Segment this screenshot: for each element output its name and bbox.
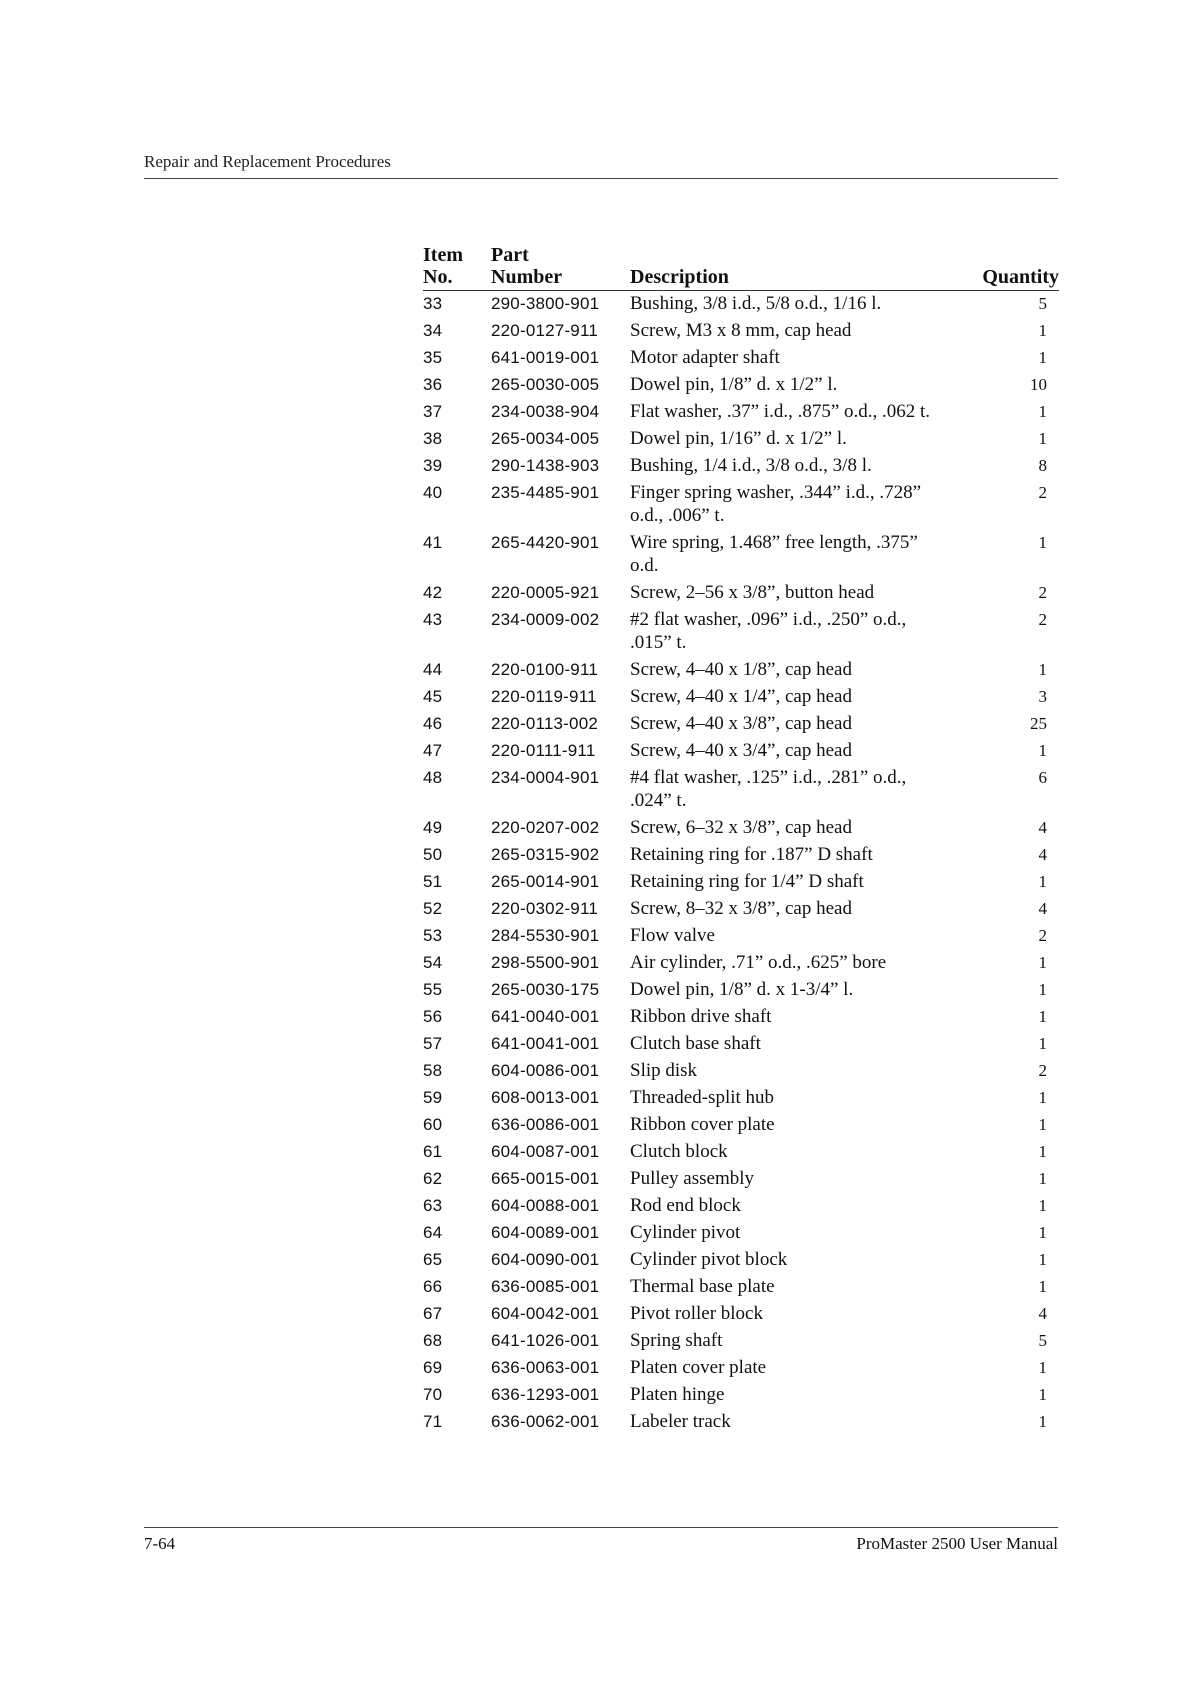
- table-row: [423, 950, 1059, 977]
- quantity-cell: 1: [1038, 1088, 1047, 1107]
- description-cell: Slip disk: [630, 1060, 698, 1081]
- part-number-cell: 641-1026-001: [491, 1331, 600, 1350]
- part-number-cell: 265-0030-175: [491, 980, 600, 999]
- table-row: [423, 1085, 1059, 1112]
- description-cell: Motor adapter shaft: [630, 347, 780, 368]
- description-cell: Clutch block: [630, 1141, 728, 1162]
- item-number-cell: 68: [423, 1331, 443, 1350]
- part-number-cell: 636-1293-001: [491, 1385, 600, 1404]
- description-cell: Clutch base shaft: [630, 1033, 761, 1054]
- part-number-cell: 604-0086-001: [491, 1061, 600, 1080]
- quantity-cell: 4: [1038, 1304, 1047, 1323]
- col-header-item: Item No.: [423, 244, 491, 291]
- parts-table: [423, 244, 1059, 1436]
- part-number-cell: 665-0015-001: [491, 1169, 600, 1188]
- description-cell: Bushing, 1/4 i.d., 3/8 o.d., 3/8 l.: [630, 455, 872, 476]
- part-number-cell: 636-0063-001: [491, 1358, 600, 1377]
- header-divider: [144, 178, 1058, 179]
- quantity-cell: 4: [1038, 845, 1047, 864]
- table-row: [423, 372, 1059, 399]
- quantity-cell: 1: [1038, 1385, 1047, 1404]
- table-row: [423, 815, 1059, 842]
- item-number-cell: 69: [423, 1358, 443, 1377]
- table-row: [423, 869, 1059, 896]
- item-number-cell: 57: [423, 1034, 443, 1053]
- item-number-cell: 62: [423, 1169, 443, 1188]
- part-number-cell: 220-0127-911: [491, 321, 599, 340]
- item-number-cell: 33: [423, 294, 443, 313]
- table-row: [423, 607, 1059, 657]
- description-cell: Screw, 4–40 x 1/8”, cap head: [630, 659, 852, 680]
- table-row: [423, 1193, 1059, 1220]
- table-row: [423, 318, 1059, 345]
- table-row: [423, 1355, 1059, 1382]
- description-cell: Bushing, 3/8 i.d., 5/8 o.d., 1/16 l.: [630, 293, 882, 314]
- table-row: [423, 453, 1059, 480]
- quantity-cell: 3: [1038, 687, 1047, 706]
- description-cell: Retaining ring for .187” D shaft: [630, 844, 873, 865]
- quantity-cell: 4: [1038, 818, 1047, 837]
- item-number-cell: 46: [423, 714, 443, 733]
- table-row: [423, 530, 1059, 580]
- item-number-cell: 48: [423, 768, 443, 787]
- table-row: [423, 657, 1059, 684]
- quantity-cell: 1: [1038, 348, 1047, 367]
- description-cell: Cylinder pivot: [630, 1222, 741, 1243]
- item-number-cell: 41: [423, 533, 443, 552]
- item-number-cell: 49: [423, 818, 443, 837]
- part-number-cell: 220-0005-921: [491, 583, 600, 602]
- table-row: [423, 1112, 1059, 1139]
- description-cell: Dowel pin, 1/8” d. x 1-3/4” l.: [630, 979, 854, 1000]
- item-number-cell: 45: [423, 687, 443, 706]
- description-cell: Threaded-split hub: [630, 1087, 775, 1108]
- table-row: [423, 977, 1059, 1004]
- quantity-cell: 2: [1038, 610, 1047, 629]
- description-cell: Platen cover plate: [630, 1357, 767, 1378]
- table-row: [423, 1328, 1059, 1355]
- description-cell: Screw, 6–32 x 3/8”, cap head: [630, 817, 852, 838]
- part-number-cell: 636-0085-001: [491, 1277, 600, 1296]
- item-number-cell: 61: [423, 1142, 443, 1161]
- part-number-cell: 290-1438-903: [491, 456, 600, 475]
- description-cell: Screw, 4–40 x 1/4”, cap head: [630, 686, 852, 707]
- quantity-cell: 1: [1038, 429, 1047, 448]
- description-cell: Finger spring washer, .344” i.d., .728” o.d., .006” t.: [630, 482, 922, 526]
- table-row: [423, 1382, 1059, 1409]
- quantity-cell: 1: [1038, 402, 1047, 421]
- description-cell: Rod end block: [630, 1195, 741, 1216]
- quantity-cell: 1: [1038, 1115, 1047, 1134]
- part-number-cell: 234-0009-002: [491, 610, 600, 629]
- table-row: [423, 1166, 1059, 1193]
- description-cell: Ribbon cover plate: [630, 1114, 775, 1135]
- description-cell: Spring shaft: [630, 1330, 723, 1351]
- parts-table-body: [423, 291, 1059, 1437]
- description-cell: Retaining ring for 1/4” D shaft: [630, 871, 864, 892]
- quantity-cell: 1: [1038, 980, 1047, 999]
- part-number-cell: 604-0089-001: [491, 1223, 600, 1242]
- item-number-cell: 51: [423, 872, 443, 891]
- quantity-cell: 1: [1038, 533, 1047, 552]
- quantity-cell: 1: [1038, 1034, 1047, 1053]
- part-number-cell: 265-0030-005: [491, 375, 600, 394]
- page-header: Repair and Replacement Procedures: [144, 152, 391, 171]
- part-number-cell: 604-0087-001: [491, 1142, 600, 1161]
- table-row: [423, 480, 1059, 530]
- description-cell: #2 flat washer, .096” i.d., .250” o.d., .015” t.: [630, 609, 907, 653]
- part-number-cell: 636-0086-001: [491, 1115, 600, 1134]
- quantity-cell: 2: [1038, 483, 1047, 502]
- table-row: [423, 1409, 1059, 1436]
- col-header-part: Part Number: [491, 244, 630, 291]
- item-number-cell: 53: [423, 926, 443, 945]
- item-number-cell: 38: [423, 429, 443, 448]
- part-number-cell: 220-0111-911: [491, 741, 596, 760]
- description-cell: Wire spring, 1.468” free length, .375” o.d.: [630, 532, 918, 576]
- item-number-cell: 60: [423, 1115, 443, 1134]
- col-header-description: Description: [630, 244, 946, 291]
- item-number-cell: 36: [423, 375, 443, 394]
- description-cell: Labeler track: [630, 1411, 731, 1432]
- part-number-cell: 265-0014-901: [491, 872, 600, 891]
- part-number-cell: 604-0090-001: [491, 1250, 600, 1269]
- quantity-cell: 10: [1030, 375, 1047, 394]
- item-number-cell: 71: [423, 1412, 443, 1431]
- item-number-cell: 65: [423, 1250, 443, 1269]
- part-number-cell: 604-0042-001: [491, 1304, 600, 1323]
- part-number-cell: 235-4485-901: [491, 483, 600, 502]
- quantity-cell: 2: [1038, 1061, 1047, 1080]
- description-cell: Pivot roller block: [630, 1303, 763, 1324]
- description-cell: Pulley assembly: [630, 1168, 755, 1189]
- description-cell: Dowel pin, 1/8” d. x 1/2” l.: [630, 374, 838, 395]
- quantity-cell: 1: [1038, 321, 1047, 340]
- quantity-cell: 1: [1038, 953, 1047, 972]
- description-cell: Screw, 4–40 x 3/4”, cap head: [630, 740, 852, 761]
- item-number-cell: 42: [423, 583, 443, 602]
- quantity-cell: 1: [1038, 1358, 1047, 1377]
- table-row: [423, 1247, 1059, 1274]
- table-row: [423, 738, 1059, 765]
- part-number-cell: 641-0019-001: [491, 348, 600, 367]
- quantity-cell: 1: [1038, 1169, 1047, 1188]
- quantity-cell: 25: [1030, 714, 1047, 733]
- description-cell: Ribbon drive shaft: [630, 1006, 772, 1027]
- quantity-cell: 1: [1038, 1196, 1047, 1215]
- part-number-cell: 220-0119-911: [491, 687, 597, 706]
- quantity-cell: 4: [1038, 899, 1047, 918]
- item-number-cell: 35: [423, 348, 443, 367]
- part-number-cell: 265-4420-901: [491, 533, 600, 552]
- description-cell: #4 flat washer, .125” i.d., .281” o.d., .024” t.: [630, 767, 907, 811]
- item-number-cell: 37: [423, 402, 443, 421]
- part-number-cell: 608-0013-001: [491, 1088, 600, 1107]
- table-row: [423, 1004, 1059, 1031]
- part-number-cell: 636-0062-001: [491, 1412, 600, 1431]
- quantity-cell: 1: [1038, 1007, 1047, 1026]
- quantity-cell: 1: [1038, 1250, 1047, 1269]
- quantity-cell: 1: [1038, 1412, 1047, 1431]
- part-number-cell: 290-3800-901: [491, 294, 600, 313]
- col-header-quantity: Quantity: [946, 244, 1059, 291]
- part-number-cell: 265-0315-902: [491, 845, 600, 864]
- description-cell: Screw, 8–32 x 3/8”, cap head: [630, 898, 852, 919]
- part-number-cell: 220-0100-911: [491, 660, 599, 679]
- quantity-cell: 8: [1038, 456, 1047, 475]
- item-number-cell: 34: [423, 321, 443, 340]
- part-number-cell: 284-5530-901: [491, 926, 600, 945]
- item-number-cell: 59: [423, 1088, 443, 1107]
- table-row: [423, 1301, 1059, 1328]
- description-cell: Flow valve: [630, 925, 715, 946]
- quantity-cell: 5: [1038, 1331, 1047, 1350]
- description-cell: Screw, 4–40 x 3/8”, cap head: [630, 713, 852, 734]
- table-row: [423, 765, 1059, 815]
- item-number-cell: 52: [423, 899, 443, 918]
- description-cell: Platen hinge: [630, 1384, 725, 1405]
- table-row: [423, 1031, 1059, 1058]
- page-number: 7-64: [144, 1534, 176, 1553]
- part-number-cell: 641-0040-001: [491, 1007, 600, 1026]
- item-number-cell: 66: [423, 1277, 443, 1296]
- quantity-cell: 2: [1038, 926, 1047, 945]
- item-number-cell: 63: [423, 1196, 443, 1215]
- item-number-cell: 39: [423, 456, 443, 475]
- footer-divider: [144, 1527, 1058, 1528]
- table-row: [423, 896, 1059, 923]
- description-cell: Air cylinder, .71” o.d., .625” bore: [630, 952, 887, 973]
- quantity-cell: 5: [1038, 294, 1047, 313]
- description-cell: Thermal base plate: [630, 1276, 775, 1297]
- manual-title: ProMaster 2500 User Manual: [856, 1534, 1058, 1553]
- quantity-cell: 1: [1038, 741, 1047, 760]
- table-header-row: [423, 244, 1059, 291]
- quantity-cell: 1: [1038, 1223, 1047, 1242]
- table-row: [423, 1274, 1059, 1301]
- quantity-cell: 1: [1038, 1142, 1047, 1161]
- table-row: [423, 1058, 1059, 1085]
- table-row: [423, 684, 1059, 711]
- table-row: [423, 923, 1059, 950]
- table-row: [423, 426, 1059, 453]
- part-number-cell: 604-0088-001: [491, 1196, 600, 1215]
- item-number-cell: 43: [423, 610, 443, 629]
- description-cell: Cylinder pivot block: [630, 1249, 788, 1270]
- item-number-cell: 64: [423, 1223, 443, 1242]
- quantity-cell: 6: [1038, 768, 1047, 787]
- part-number-cell: 265-0034-005: [491, 429, 600, 448]
- item-number-cell: 58: [423, 1061, 443, 1080]
- item-number-cell: 44: [423, 660, 443, 679]
- item-number-cell: 70: [423, 1385, 443, 1404]
- part-number-cell: 220-0302-911: [491, 899, 599, 918]
- table-row: [423, 580, 1059, 607]
- part-number-cell: 234-0038-904: [491, 402, 600, 421]
- item-number-cell: 50: [423, 845, 443, 864]
- part-number-cell: 220-0113-002: [491, 714, 599, 733]
- table-row: [423, 711, 1059, 738]
- table-row: [423, 345, 1059, 372]
- quantity-cell: 1: [1038, 1277, 1047, 1296]
- table-row: [423, 842, 1059, 869]
- part-number-cell: 641-0041-001: [491, 1034, 600, 1053]
- table-row: [423, 291, 1059, 319]
- description-cell: Flat washer, .37” i.d., .875” o.d., .062 t.: [630, 401, 931, 422]
- quantity-cell: 1: [1038, 660, 1047, 679]
- table-row: [423, 1139, 1059, 1166]
- table-row: [423, 399, 1059, 426]
- description-cell: Screw, M3 x 8 mm, cap head: [630, 320, 852, 341]
- table-row: [423, 1220, 1059, 1247]
- part-number-cell: 298-5500-901: [491, 953, 600, 972]
- item-number-cell: 67: [423, 1304, 443, 1323]
- item-number-cell: 40: [423, 483, 443, 502]
- quantity-cell: 1: [1038, 872, 1047, 891]
- item-number-cell: 54: [423, 953, 443, 972]
- description-cell: Screw, 2–56 x 3/8”, button head: [630, 582, 875, 603]
- item-number-cell: 56: [423, 1007, 443, 1026]
- description-cell: Dowel pin, 1/16” d. x 1/2” l.: [630, 428, 847, 449]
- item-number-cell: 55: [423, 980, 443, 999]
- quantity-cell: 2: [1038, 583, 1047, 602]
- item-number-cell: 47: [423, 741, 443, 760]
- part-number-cell: 234-0004-901: [491, 768, 600, 787]
- part-number-cell: 220-0207-002: [491, 818, 600, 837]
